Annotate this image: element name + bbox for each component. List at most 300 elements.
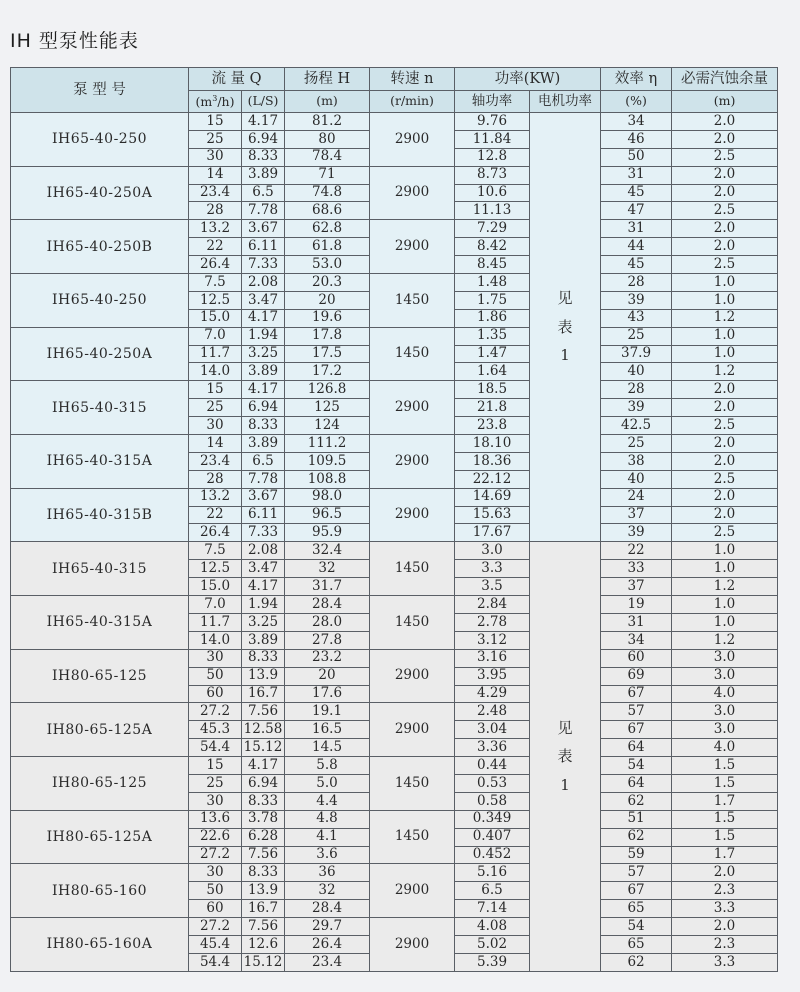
shaft-power: 17.67 <box>455 524 530 542</box>
npsh-value: 2.0 <box>672 130 778 148</box>
efficiency-value: 24 <box>601 488 672 506</box>
speed-value: 2900 <box>370 703 455 757</box>
shaft-power: 0.349 <box>455 810 530 828</box>
pump-performance-sheet <box>10 67 800 972</box>
efficiency-value: 50 <box>601 148 672 166</box>
efficiency-value: 54 <box>601 918 672 936</box>
npsh-value: 2.0 <box>672 488 778 506</box>
table-row <box>11 810 778 828</box>
flow-ls: 3.78 <box>242 810 285 828</box>
flow-ls: 3.89 <box>242 166 285 184</box>
flow-m3h: 7.5 <box>189 274 242 292</box>
flow-m3h: 26.4 <box>189 256 242 274</box>
efficiency-value: 34 <box>601 113 672 131</box>
header-speed: 转速 n <box>370 68 455 91</box>
shaft-power: 3.3 <box>455 560 530 578</box>
flow-ls: 15.12 <box>242 953 285 971</box>
head-value: 3.6 <box>285 846 370 864</box>
npsh-value: 3.0 <box>672 703 778 721</box>
pump-model: IH80-65-160 <box>11 864 189 918</box>
table-section <box>11 542 778 971</box>
head-value: 19.1 <box>285 703 370 721</box>
flow-ls: 4.17 <box>242 309 285 327</box>
npsh-value: 3.3 <box>672 953 778 971</box>
efficiency-value: 57 <box>601 703 672 721</box>
shaft-power: 8.45 <box>455 256 530 274</box>
flow-m3h: 25 <box>189 774 242 792</box>
head-value: 98.0 <box>285 488 370 506</box>
shaft-power: 3.95 <box>455 667 530 685</box>
header-head: 扬程 H <box>285 68 370 91</box>
flow-ls: 3.25 <box>242 345 285 363</box>
npsh-value: 1.5 <box>672 828 778 846</box>
pump-model: IH80-65-160A <box>11 918 189 972</box>
head-value: 4.8 <box>285 810 370 828</box>
efficiency-value: 25 <box>601 327 672 345</box>
flow-m3h: 12.5 <box>189 291 242 309</box>
efficiency-value: 57 <box>601 864 672 882</box>
flow-m3h: 27.2 <box>189 846 242 864</box>
flow-m3h-unit-post: /h) <box>217 93 235 109</box>
flow-ls: 3.89 <box>242 435 285 453</box>
motor-power-note <box>530 542 601 971</box>
header-flow-ls-unit: (L/S) <box>242 91 285 113</box>
pump-model: IH65-40-315 <box>11 381 189 435</box>
efficiency-value: 31 <box>601 220 672 238</box>
flow-ls: 7.78 <box>242 202 285 220</box>
efficiency-value: 37 <box>601 578 672 596</box>
npsh-value: 2.3 <box>672 935 778 953</box>
efficiency-value: 39 <box>601 399 672 417</box>
shaft-power: 0.44 <box>455 757 530 775</box>
pump-model: IH65-40-315B <box>11 488 189 542</box>
shaft-power: 7.29 <box>455 220 530 238</box>
flow-m3h: 54.4 <box>189 953 242 971</box>
npsh-value: 2.0 <box>672 918 778 936</box>
pump-model: IH65-40-315A <box>11 435 189 489</box>
shaft-power: 18.10 <box>455 435 530 453</box>
head-value: 28.4 <box>285 900 370 918</box>
efficiency-value: 67 <box>601 685 672 703</box>
table-row <box>11 381 778 399</box>
shaft-power: 0.58 <box>455 792 530 810</box>
flow-m3h: 15.0 <box>189 309 242 327</box>
shaft-power: 3.5 <box>455 578 530 596</box>
flow-m3h: 12.5 <box>189 560 242 578</box>
flow-m3h: 14 <box>189 166 242 184</box>
table-row <box>11 274 778 292</box>
header-flow-m3h-unit <box>189 91 242 113</box>
flow-m3h: 28 <box>189 470 242 488</box>
shaft-power: 1.86 <box>455 309 530 327</box>
header-motor-power: 电机功率 <box>530 91 601 113</box>
npsh-value: 1.5 <box>672 810 778 828</box>
efficiency-value: 60 <box>601 649 672 667</box>
head-value: 36 <box>285 864 370 882</box>
npsh-value: 2.0 <box>672 166 778 184</box>
efficiency-value: 67 <box>601 882 672 900</box>
flow-ls: 1.94 <box>242 596 285 614</box>
flow-m3h: 27.2 <box>189 703 242 721</box>
flow-ls: 13.9 <box>242 667 285 685</box>
shaft-power: 18.5 <box>455 381 530 399</box>
flow-m3h: 30 <box>189 864 242 882</box>
head-value: 111.2 <box>285 435 370 453</box>
npsh-value: 2.0 <box>672 399 778 417</box>
flow-ls: 6.5 <box>242 184 285 202</box>
pump-model: IH65-40-250 <box>11 113 189 167</box>
pump-performance-table <box>10 67 778 972</box>
head-value: 81.2 <box>285 113 370 131</box>
flow-m3h: 30 <box>189 417 242 435</box>
npsh-value: 2.5 <box>672 524 778 542</box>
efficiency-value: 43 <box>601 309 672 327</box>
head-value: 126.8 <box>285 381 370 399</box>
shaft-power: 11.13 <box>455 202 530 220</box>
speed-value: 2900 <box>370 381 455 435</box>
shaft-power: 5.16 <box>455 864 530 882</box>
flow-m3h: 45.3 <box>189 721 242 739</box>
npsh-value: 2.0 <box>672 220 778 238</box>
shaft-power: 2.48 <box>455 703 530 721</box>
npsh-value: 1.7 <box>672 846 778 864</box>
head-value: 5.8 <box>285 757 370 775</box>
head-value: 23.2 <box>285 649 370 667</box>
header-speed-unit: (r/min) <box>370 91 455 113</box>
shaft-power: 11.84 <box>455 130 530 148</box>
head-value: 16.5 <box>285 721 370 739</box>
shaft-power: 5.39 <box>455 953 530 971</box>
efficiency-value: 39 <box>601 291 672 309</box>
header-model: 泵 型 号 <box>11 68 189 113</box>
flow-m3h: 15.0 <box>189 578 242 596</box>
npsh-value: 2.5 <box>672 148 778 166</box>
head-value: 108.8 <box>285 470 370 488</box>
shaft-power: 5.02 <box>455 935 530 953</box>
flow-m3h: 23.4 <box>189 184 242 202</box>
table-row <box>11 435 778 453</box>
npsh-value: 2.5 <box>672 417 778 435</box>
efficiency-value: 34 <box>601 631 672 649</box>
flow-m3h: 30 <box>189 649 242 667</box>
efficiency-value: 31 <box>601 613 672 631</box>
flow-ls: 3.89 <box>242 631 285 649</box>
shaft-power: 21.8 <box>455 399 530 417</box>
speed-value: 2900 <box>370 649 455 703</box>
efficiency-value: 31 <box>601 166 672 184</box>
npsh-value: 2.5 <box>672 470 778 488</box>
head-value: 32 <box>285 560 370 578</box>
head-value: 27.8 <box>285 631 370 649</box>
flow-ls: 6.94 <box>242 130 285 148</box>
head-value: 31.7 <box>285 578 370 596</box>
efficiency-value: 44 <box>601 238 672 256</box>
flow-ls: 4.17 <box>242 578 285 596</box>
shaft-power: 1.35 <box>455 327 530 345</box>
flow-ls: 3.25 <box>242 613 285 631</box>
flow-m3h: 50 <box>189 882 242 900</box>
head-value: 17.5 <box>285 345 370 363</box>
speed-value: 1450 <box>370 596 455 650</box>
flow-m3h-unit-sup: 3 <box>212 93 218 103</box>
table-row <box>11 864 778 882</box>
npsh-value: 1.5 <box>672 774 778 792</box>
head-value: 78.4 <box>285 148 370 166</box>
flow-ls: 4.17 <box>242 113 285 131</box>
flow-m3h: 22 <box>189 506 242 524</box>
flow-ls: 3.47 <box>242 291 285 309</box>
flow-ls: 12.6 <box>242 935 285 953</box>
shaft-power: 8.42 <box>455 238 530 256</box>
pump-model: IH65-40-250A <box>11 327 189 381</box>
pump-model: IH80-65-125A <box>11 703 189 757</box>
head-value: 71 <box>285 166 370 184</box>
header-flow: 流 量 Q <box>189 68 285 91</box>
shaft-power: 3.36 <box>455 739 530 757</box>
shaft-power: 12.8 <box>455 148 530 166</box>
pump-model: IH65-40-250A <box>11 166 189 220</box>
npsh-value: 3.0 <box>672 667 778 685</box>
npsh-value: 1.0 <box>672 274 778 292</box>
npsh-value: 1.0 <box>672 345 778 363</box>
flow-m3h: 22.6 <box>189 828 242 846</box>
flow-m3h: 30 <box>189 792 242 810</box>
efficiency-value: 65 <box>601 900 672 918</box>
pump-model: IH65-40-250 <box>11 274 189 328</box>
shaft-power: 4.29 <box>455 685 530 703</box>
shaft-power: 15.63 <box>455 506 530 524</box>
shaft-power: 4.08 <box>455 918 530 936</box>
npsh-value: 1.2 <box>672 309 778 327</box>
pump-model: IH80-65-125 <box>11 757 189 811</box>
npsh-value: 2.0 <box>672 506 778 524</box>
shaft-power: 7.14 <box>455 900 530 918</box>
flow-m3h: 27.2 <box>189 918 242 936</box>
flow-m3h: 11.7 <box>189 613 242 631</box>
head-value: 28.0 <box>285 613 370 631</box>
efficiency-value: 40 <box>601 363 672 381</box>
head-value: 109.5 <box>285 452 370 470</box>
table-row <box>11 649 778 667</box>
head-value: 74.8 <box>285 184 370 202</box>
npsh-value: 2.3 <box>672 882 778 900</box>
header-shaft-power: 轴功率 <box>455 91 530 113</box>
table-row <box>11 596 778 614</box>
flow-m3h: 14.0 <box>189 631 242 649</box>
motor-note-text: 见 <box>557 289 573 308</box>
head-value: 32 <box>285 882 370 900</box>
head-value: 53.0 <box>285 256 370 274</box>
flow-ls: 6.94 <box>242 774 285 792</box>
pump-model: IH80-65-125 <box>11 649 189 703</box>
npsh-value: 2.0 <box>672 452 778 470</box>
efficiency-value: 39 <box>601 524 672 542</box>
flow-m3h: 23.4 <box>189 452 242 470</box>
flow-ls: 6.11 <box>242 506 285 524</box>
head-value: 32.4 <box>285 542 370 560</box>
speed-value: 1450 <box>370 810 455 864</box>
shaft-power: 2.84 <box>455 596 530 614</box>
head-value: 20 <box>285 667 370 685</box>
speed-value: 1450 <box>370 274 455 328</box>
shaft-power: 23.8 <box>455 417 530 435</box>
npsh-value: 2.0 <box>672 113 778 131</box>
speed-value: 2900 <box>370 220 455 274</box>
head-value: 61.8 <box>285 238 370 256</box>
efficiency-value: 38 <box>601 452 672 470</box>
shaft-power: 3.12 <box>455 631 530 649</box>
flow-m3h: 13.2 <box>189 488 242 506</box>
flow-ls: 4.17 <box>242 757 285 775</box>
shaft-power: 3.0 <box>455 542 530 560</box>
shaft-power: 0.53 <box>455 774 530 792</box>
flow-ls: 7.78 <box>242 470 285 488</box>
flow-m3h: 22 <box>189 238 242 256</box>
table-row <box>11 327 778 345</box>
motor-note-text: 表 <box>557 747 573 766</box>
flow-m3h-unit-pre: (m <box>195 93 213 109</box>
table-row <box>11 757 778 775</box>
shaft-power: 8.73 <box>455 166 530 184</box>
motor-power-note <box>530 113 601 542</box>
efficiency-value: 64 <box>601 774 672 792</box>
shaft-power: 0.452 <box>455 846 530 864</box>
efficiency-value: 65 <box>601 935 672 953</box>
efficiency-value: 37.9 <box>601 345 672 363</box>
flow-m3h: 50 <box>189 667 242 685</box>
flow-ls: 4.17 <box>242 381 285 399</box>
speed-value: 2900 <box>370 488 455 542</box>
flow-ls: 7.56 <box>242 918 285 936</box>
speed-value: 2900 <box>370 435 455 489</box>
flow-ls: 3.67 <box>242 220 285 238</box>
pump-model: IH65-40-250B <box>11 220 189 274</box>
efficiency-value: 62 <box>601 828 672 846</box>
shaft-power: 0.407 <box>455 828 530 846</box>
efficiency-value: 37 <box>601 506 672 524</box>
efficiency-value: 67 <box>601 721 672 739</box>
npsh-value: 3.0 <box>672 649 778 667</box>
flow-m3h: 25 <box>189 399 242 417</box>
flow-m3h: 13.6 <box>189 810 242 828</box>
shaft-power: 1.64 <box>455 363 530 381</box>
head-value: 62.8 <box>285 220 370 238</box>
flow-m3h: 15 <box>189 381 242 399</box>
head-value: 96.5 <box>285 506 370 524</box>
npsh-value: 4.0 <box>672 685 778 703</box>
head-value: 20 <box>285 291 370 309</box>
efficiency-value: 59 <box>601 846 672 864</box>
head-value: 17.6 <box>285 685 370 703</box>
npsh-value: 2.5 <box>672 256 778 274</box>
npsh-value: 1.2 <box>672 363 778 381</box>
head-value: 20.3 <box>285 274 370 292</box>
efficiency-value: 28 <box>601 274 672 292</box>
head-value: 17.8 <box>285 327 370 345</box>
efficiency-value: 19 <box>601 596 672 614</box>
speed-value: 2900 <box>370 166 455 220</box>
flow-m3h: 11.7 <box>189 345 242 363</box>
flow-m3h: 45.4 <box>189 935 242 953</box>
npsh-value: 1.0 <box>672 327 778 345</box>
table-row <box>11 220 778 238</box>
motor-note-text: 1 <box>560 775 570 794</box>
table-row <box>11 488 778 506</box>
speed-value: 2900 <box>370 864 455 918</box>
shaft-power: 6.5 <box>455 882 530 900</box>
head-value: 95.9 <box>285 524 370 542</box>
flow-m3h: 60 <box>189 685 242 703</box>
npsh-value: 1.2 <box>672 578 778 596</box>
header-head-unit: (m) <box>285 91 370 113</box>
head-value: 14.5 <box>285 739 370 757</box>
flow-ls: 1.94 <box>242 327 285 345</box>
flow-ls: 12.58 <box>242 721 285 739</box>
flow-ls: 7.56 <box>242 846 285 864</box>
efficiency-value: 46 <box>601 130 672 148</box>
flow-m3h: 15 <box>189 113 242 131</box>
efficiency-value: 64 <box>601 739 672 757</box>
table-row <box>11 166 778 184</box>
header-npsh-unit: (m) <box>672 91 778 113</box>
head-value: 28.4 <box>285 596 370 614</box>
table-section <box>11 113 778 542</box>
flow-m3h: 25 <box>189 130 242 148</box>
flow-ls: 3.67 <box>242 488 285 506</box>
shaft-power: 18.36 <box>455 452 530 470</box>
head-value: 5.0 <box>285 774 370 792</box>
table-row <box>11 113 778 131</box>
flow-m3h: 54.4 <box>189 739 242 757</box>
efficiency-value: 25 <box>601 435 672 453</box>
flow-ls: 3.47 <box>242 560 285 578</box>
header-power: 功率(KW) <box>455 68 601 91</box>
flow-m3h: 14 <box>189 435 242 453</box>
pump-model: IH80-65-125A <box>11 810 189 864</box>
flow-ls: 6.94 <box>242 399 285 417</box>
flow-ls: 3.89 <box>242 363 285 381</box>
npsh-value: 2.0 <box>672 864 778 882</box>
efficiency-value: 45 <box>601 184 672 202</box>
flow-ls: 7.33 <box>242 524 285 542</box>
shaft-power: 10.6 <box>455 184 530 202</box>
efficiency-value: 45 <box>601 256 672 274</box>
head-value: 4.4 <box>285 792 370 810</box>
npsh-value: 2.0 <box>672 238 778 256</box>
flow-m3h: 15 <box>189 757 242 775</box>
shaft-power: 3.04 <box>455 721 530 739</box>
shaft-power: 1.48 <box>455 274 530 292</box>
speed-value: 1450 <box>370 327 455 381</box>
head-value: 23.4 <box>285 953 370 971</box>
npsh-value: 1.0 <box>672 613 778 631</box>
flow-ls: 6.28 <box>242 828 285 846</box>
speed-value: 1450 <box>370 542 455 596</box>
npsh-value: 2.0 <box>672 381 778 399</box>
table-header <box>11 68 778 113</box>
efficiency-value: 33 <box>601 560 672 578</box>
flow-ls: 8.33 <box>242 649 285 667</box>
table-row <box>11 918 778 936</box>
npsh-value: 1.0 <box>672 596 778 614</box>
head-value: 29.7 <box>285 918 370 936</box>
flow-ls: 7.56 <box>242 703 285 721</box>
efficiency-value: 62 <box>601 953 672 971</box>
speed-value: 2900 <box>370 113 455 167</box>
head-value: 125 <box>285 399 370 417</box>
header-efficiency: 效率 η <box>601 68 672 91</box>
head-value: 4.1 <box>285 828 370 846</box>
